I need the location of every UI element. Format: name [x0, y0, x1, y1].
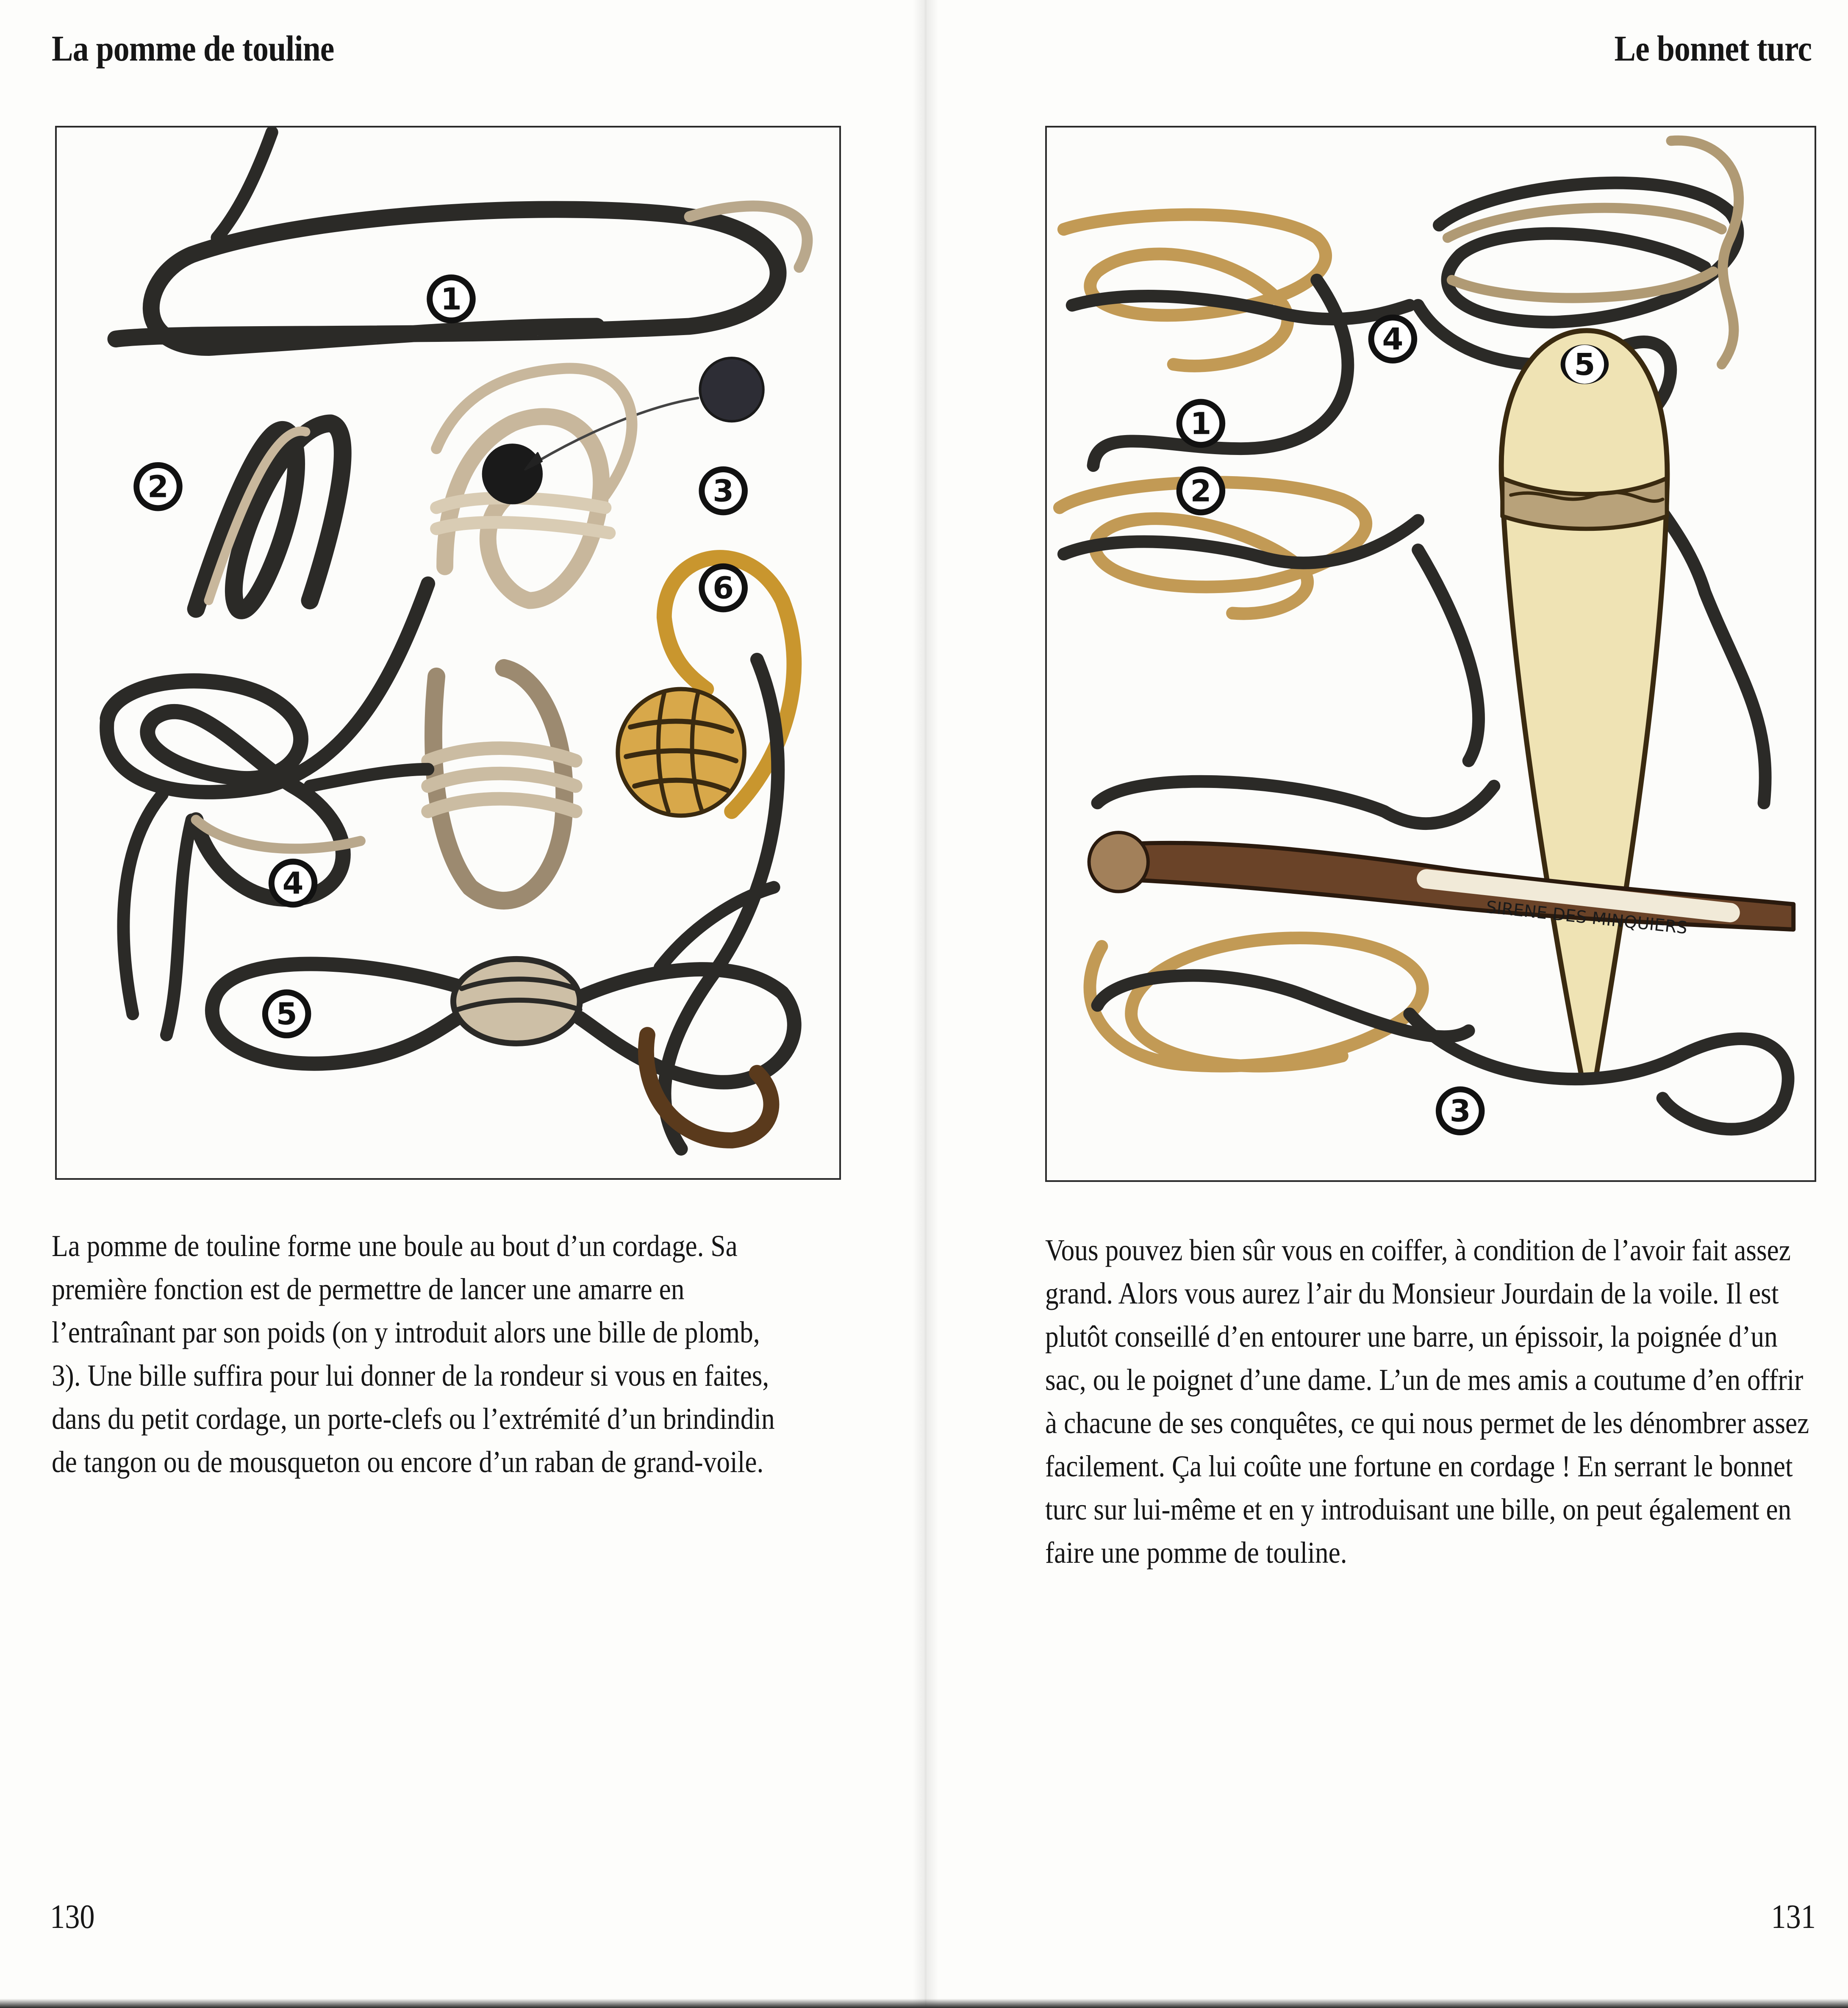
left-page-title: La pomme de touline — [52, 28, 334, 69]
label-1: 1 — [441, 281, 462, 317]
label-2: 2 — [1190, 473, 1212, 509]
left-illustration — [55, 126, 841, 1180]
rope-step-3 — [1090, 938, 1422, 1066]
bonnet-turc-drawing — [1047, 128, 1815, 1180]
horn-icon — [1501, 330, 1668, 1081]
label-2: 2 — [147, 469, 169, 505]
right-body-text: Vous pouvez bien sûr vous en coiffer, à condition de l’avoir fait assez grand. Alors vous aurez l’air du Monsieur Jourdain de la voile. Il est plutôt conseillé d’en entourer une barre, un épissoir, la poignée d’un sac, ou le poignet d’une dame. L’un de mes amis a coutume d’en offrir à chacune de ses conquêtes, ce qui nous permet de les dénombrer assez facilement. Ça lui coûte une fortune en cordage ! En serrant le bonnet turc sur lui-même et en y introduisant une bille, on peut également en faire une pomme de touline. — [1045, 1233, 1809, 1570]
label-5: 5 — [276, 996, 297, 1032]
rope-step-5 — [212, 964, 479, 1064]
right-page-title: Le bonnet turc — [1614, 28, 1812, 69]
lead-ball-icon — [700, 358, 763, 421]
label-6: 6 — [713, 570, 734, 606]
label-4: 4 — [1382, 321, 1404, 357]
right-page-number: 131 — [1771, 1898, 1816, 1936]
label-3: 3 — [1449, 1093, 1471, 1129]
left-page-number: 130 — [50, 1898, 95, 1936]
right-page — [924, 0, 1848, 2008]
label-5: 5 — [1574, 346, 1595, 382]
scan-edge-shadow — [0, 1999, 1848, 2008]
left-body-text: La pomme de touline forme une boule au bout d’un cordage. Sa première fonction est de permettre de lancer une amarre en l’entraînant par son poids (on y introduit alors une bille de plomb, 3). Une bille suffira pour lui donner de la rondeur si vous en faites, dans du petit cordage, un porte-clefs ou l’extrémité d’un brindindin de tangon ou de mousqueton ou encore d’un raban de grand-voile. — [52, 1229, 775, 1479]
engraving-text: SIRENE DES MINQUIERS — [1485, 897, 1688, 938]
ball-icon — [483, 444, 542, 503]
pomme-de-touline-drawing — [57, 128, 839, 1178]
right-illustration — [1045, 126, 1816, 1182]
label-1: 1 — [1190, 405, 1212, 441]
rope-step-1 — [1064, 215, 1326, 366]
label-3: 3 — [713, 473, 734, 509]
label-4: 4 — [282, 865, 304, 901]
